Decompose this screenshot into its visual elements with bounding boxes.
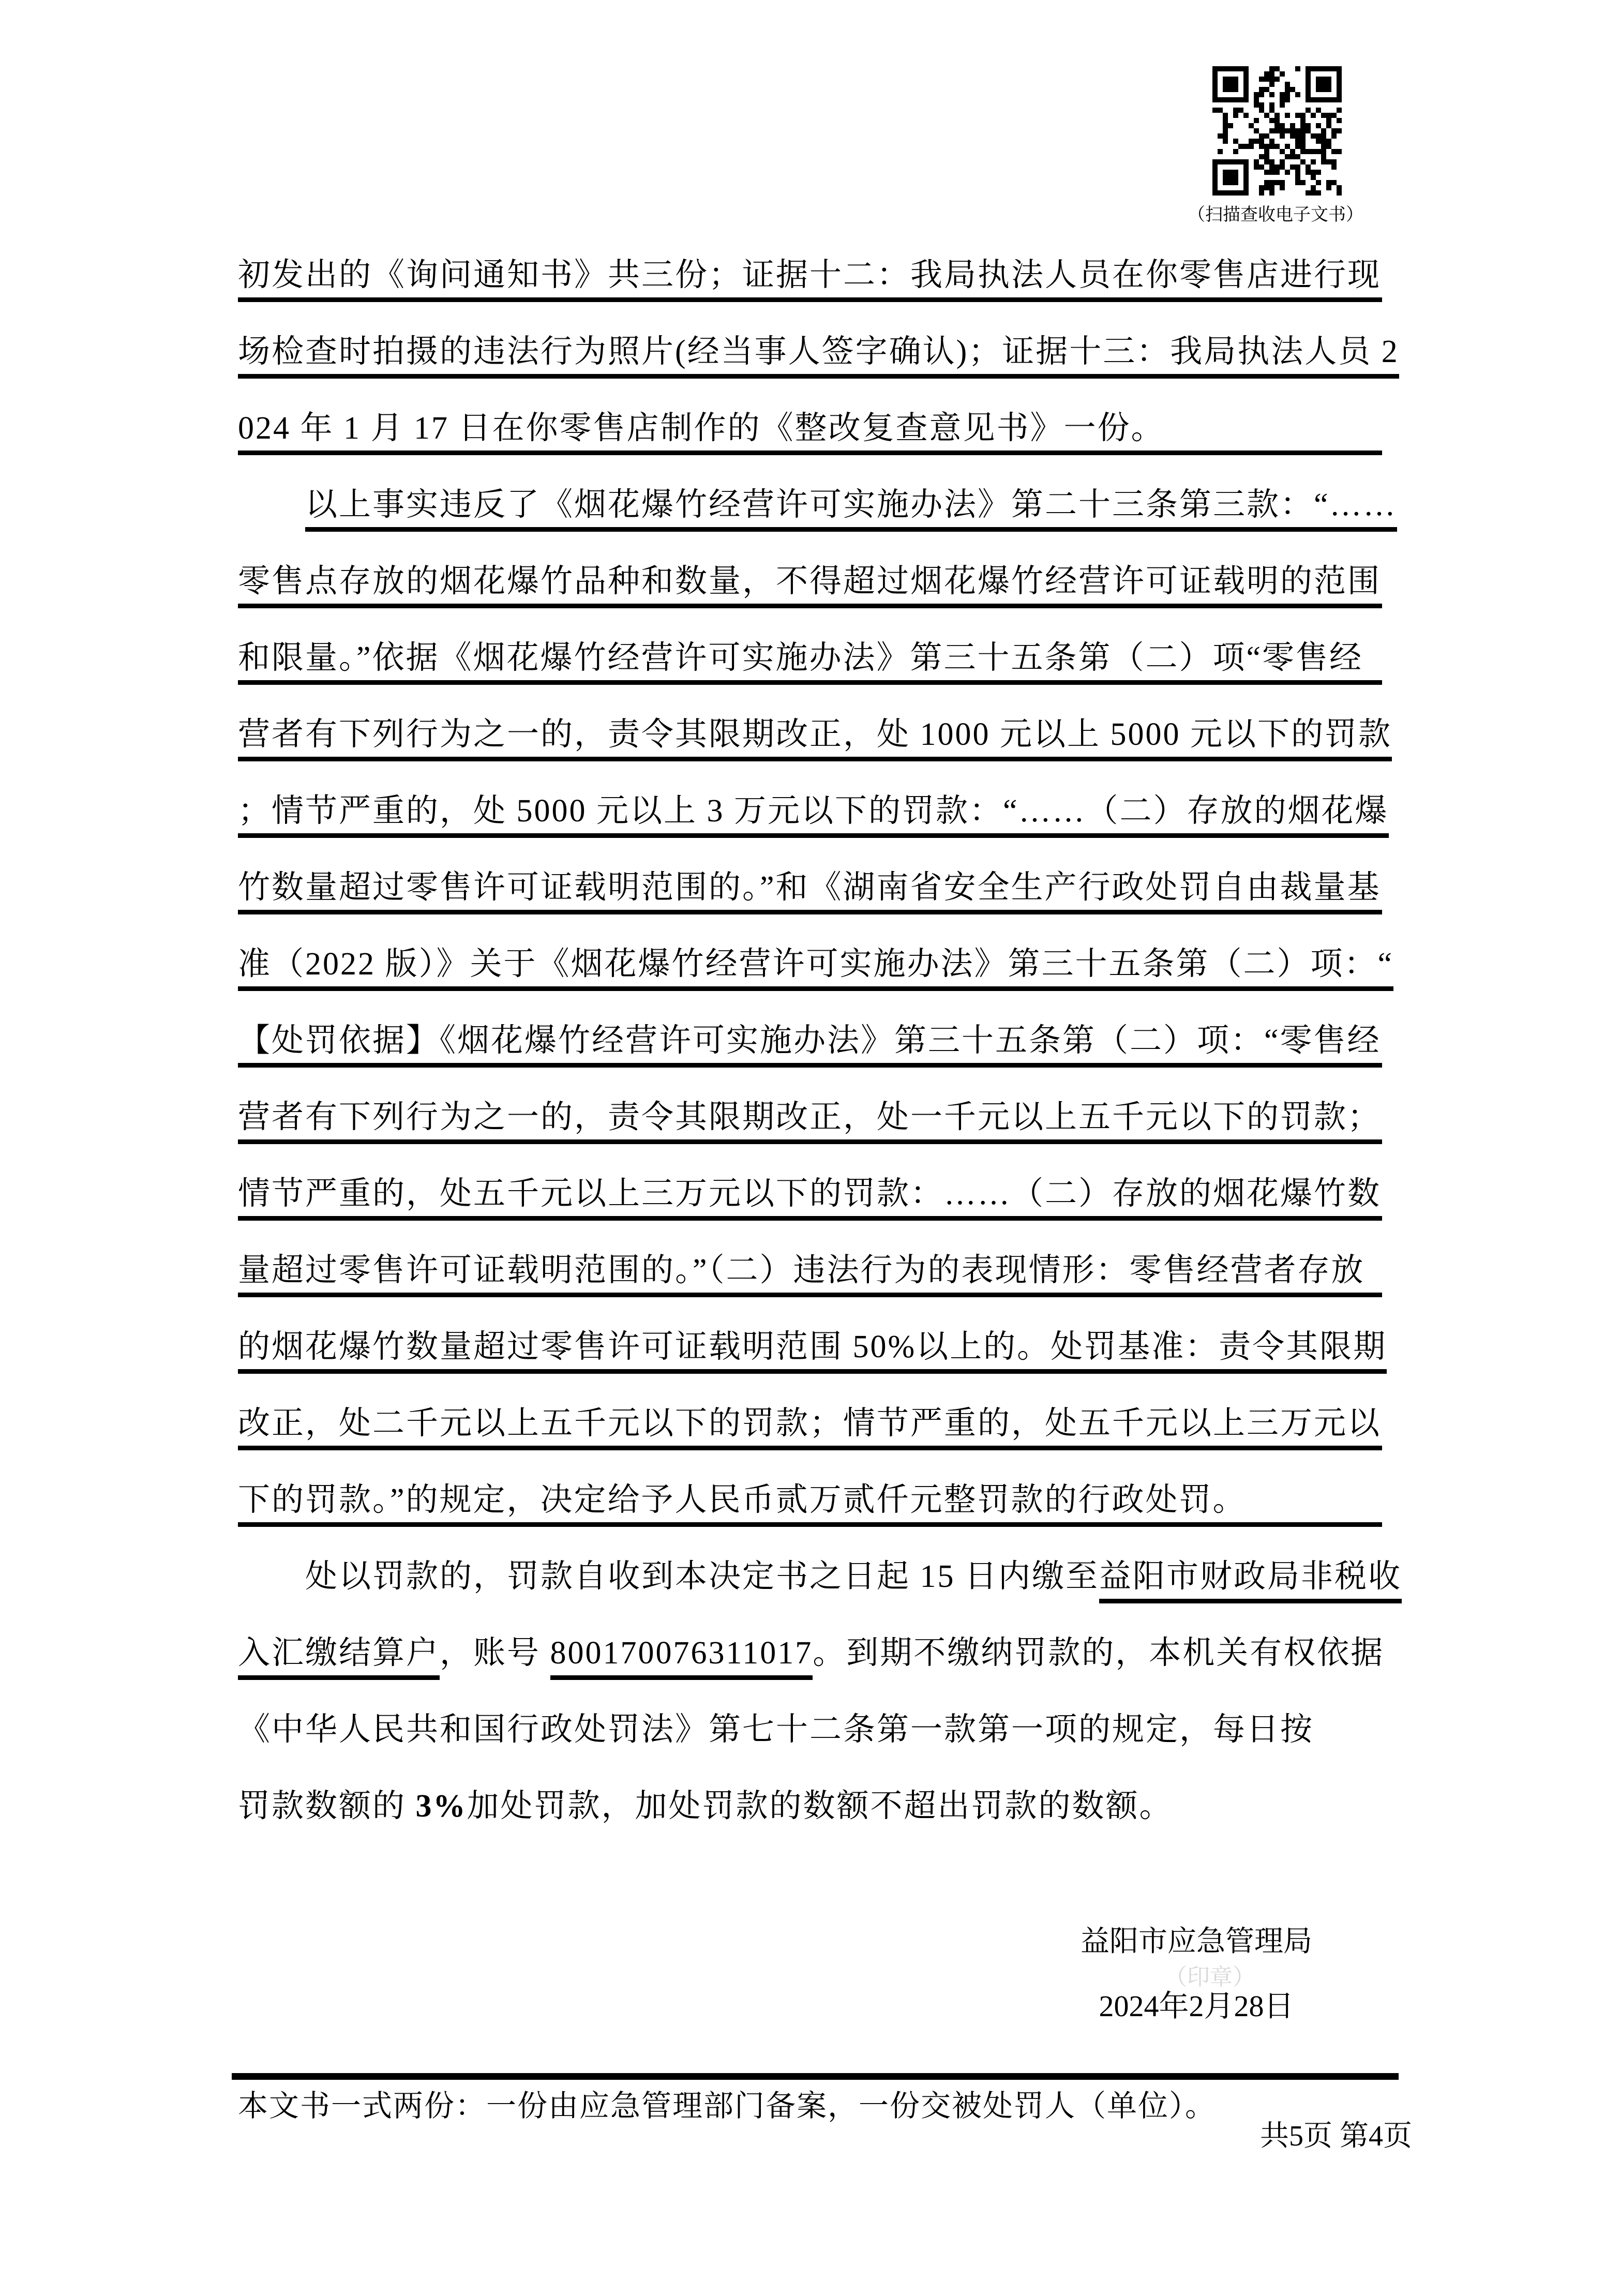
page-number: 共5页 第4页 bbox=[1260, 2120, 1412, 2152]
document-body bbox=[238, 237, 1402, 1844]
text-segment: 准（2022 版）》关于《烟花爆竹经营许可实施办法》第三十五条第（二）项：“ bbox=[238, 926, 1393, 1002]
footer-note: 本文书一式两份：一份由应急管理部门备案，一份交被处罚人（单位）。 bbox=[238, 2089, 1217, 2123]
text-segment: 加处罚款，加处罚款的数额不超出罚款的数额。 bbox=[467, 1789, 1173, 1824]
qr-caption: （扫描查收电子文书） bbox=[1188, 205, 1363, 224]
document-line bbox=[238, 1538, 1402, 1615]
document-line bbox=[238, 1309, 1387, 1385]
underline-fill bbox=[1363, 620, 1382, 696]
document-line bbox=[238, 237, 1382, 313]
underline-fill bbox=[1381, 1155, 1382, 1232]
document-line bbox=[238, 926, 1394, 1002]
document-line bbox=[238, 467, 1397, 543]
text-segment: 零售点存放的烟花爆竹品种和数量，不得超过烟花爆竹经营许可证载明的范围 bbox=[238, 543, 1381, 620]
document-line bbox=[238, 1155, 1382, 1232]
seal-watermark: （印章） bbox=[1164, 1964, 1255, 1990]
document-line bbox=[238, 1002, 1382, 1079]
document-line bbox=[238, 849, 1382, 926]
signature-agency: 益阳市应急管理局 bbox=[1081, 1926, 1312, 1958]
underline-fill bbox=[1247, 1462, 1382, 1538]
text-segment: 的烟花爆竹数量超过零售许可证载明范围 50%以上的。处罚基准：责令其限期 bbox=[238, 1309, 1387, 1385]
qr-code bbox=[1212, 66, 1342, 196]
qr-code-icon bbox=[1212, 66, 1342, 196]
document-line bbox=[238, 1691, 1382, 1768]
text-segment: 情节严重的，处五千元以上三万元以下的罚款：……（二）存放的烟花爆竹数 bbox=[238, 1155, 1381, 1232]
text-segment: 下的罚款。”的规定，决定给予人民币贰万贰仟元整罚款的行政处罚。 bbox=[238, 1462, 1247, 1538]
underline-fill bbox=[1381, 1002, 1382, 1079]
text-segment: 营者有下列行为之一的，责令其限期改正，处 1000 元以上 5000 元以下的罚款 bbox=[238, 696, 1392, 773]
text-segment: 场检查时拍摄的违法行为照片(经当事人签字确认)；证据十三：我局执法人员 2 bbox=[238, 313, 1399, 390]
document-line bbox=[238, 1385, 1382, 1462]
text-segment: 益阳市财政局非税收 bbox=[1099, 1538, 1402, 1615]
text-segment: 入汇缴结算户 bbox=[238, 1615, 440, 1691]
underline-fill bbox=[1381, 1079, 1382, 1155]
document-line bbox=[238, 1768, 1382, 1844]
text-segment: 改正，处二千元以上五千元以下的罚款；情节严重的，处五千元以上三万元以 bbox=[238, 1385, 1381, 1462]
text-segment: 罚款数额的 bbox=[238, 1789, 416, 1824]
text-segment: 024 年 1 月 17 日在你零售店制作的《整改复查意见书》一份。 bbox=[238, 390, 1165, 467]
text-segment: 800170076311017 bbox=[550, 1615, 813, 1691]
text-segment: 【处罚依据】《烟花爆竹经营许可实施办法》第三十五条第（二）项：“零售经 bbox=[238, 1002, 1381, 1079]
document-line bbox=[238, 773, 1389, 849]
text-segment: ；情节严重的，处 5000 元以上 3 万元以下的罚款：“……（二）存放的烟花爆 bbox=[238, 773, 1389, 849]
underline-fill bbox=[1365, 1232, 1382, 1309]
text-segment: 竹数量超过零售许可证载明范围的。”和《湖南省安全生产行政处罚自由裁量基 bbox=[238, 849, 1381, 926]
document-line bbox=[238, 543, 1382, 620]
text-segment: ，账号 bbox=[440, 1635, 550, 1671]
text-segment: 《中华人民共和国行政处罚法》第七十二条第一款第一项的规定，每日按 bbox=[238, 1712, 1314, 1747]
document-line bbox=[238, 1615, 1385, 1691]
text-segment: 初发出的《询问通知书》共三份；证据十二：我局执法人员在你零售店进行现 bbox=[238, 237, 1381, 313]
document-line bbox=[238, 696, 1392, 773]
document-line bbox=[238, 313, 1399, 390]
document-line bbox=[238, 390, 1382, 467]
document-line bbox=[238, 1462, 1382, 1538]
document-line bbox=[238, 1232, 1382, 1309]
text-segment: 和限量。”依据《烟花爆竹经营许可实施办法》第三十五条第（二）项“零售经 bbox=[238, 620, 1363, 696]
underline-fill bbox=[1381, 237, 1382, 313]
text-segment: 3% bbox=[415, 1789, 467, 1824]
document-line bbox=[238, 1079, 1382, 1155]
document-line bbox=[238, 620, 1382, 696]
footer-divider bbox=[232, 2073, 1399, 2080]
underline-fill bbox=[1381, 849, 1382, 926]
underline-fill bbox=[1381, 1385, 1382, 1462]
text-segment: 。到期不缴纳罚款的，本机关有权依据 bbox=[813, 1635, 1385, 1671]
text-segment: 营者有下列行为之一的，责令其限期改正，处一千元以上五千元以下的罚款； bbox=[238, 1079, 1381, 1155]
underline-fill bbox=[1381, 543, 1382, 620]
text-segment: 处以罚款的，罚款自收到本决定书之日起 15 日内缴至 bbox=[305, 1559, 1100, 1594]
text-segment: 以上事实违反了《烟花爆竹经营许可实施办法》第二十三条第三款：“…… bbox=[305, 467, 1397, 543]
signature-date: 2024年2月28日 bbox=[1099, 1989, 1294, 2023]
underline-fill bbox=[1165, 390, 1382, 467]
text-segment: 量超过零售许可证载明范围的。”（二）违法行为的表现情形：零售经营者存放 bbox=[238, 1232, 1365, 1309]
